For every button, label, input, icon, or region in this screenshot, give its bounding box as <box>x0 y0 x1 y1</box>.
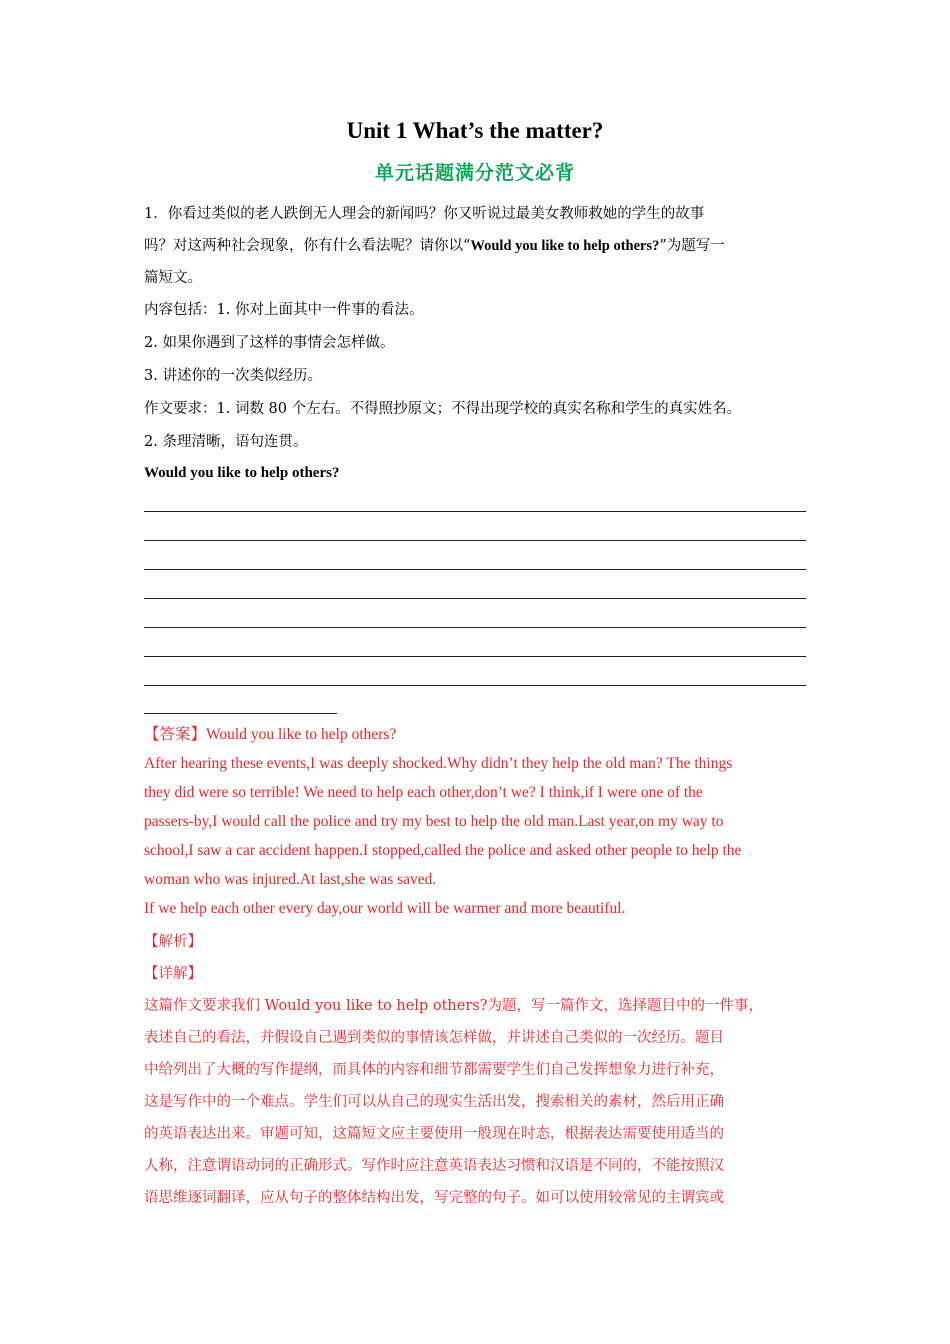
requirements-list <box>144 294 806 459</box>
answer-line: school,I saw a car accident happen.I stopped,called the police and asked other people to help the <box>144 842 742 859</box>
answer-tag: 【答案】 <box>144 725 207 743</box>
answer-line: After hearing these events,I was deeply shocked.Why didn’t they help the old man? The things <box>144 755 733 772</box>
answer-heading <box>144 720 806 749</box>
analysis-line: 这是写作中的一个难点。学生们可以从自己的现实生活出发，搜索相关的素材，然后用正确 <box>144 1094 724 1110</box>
question-line: 1．你看过类似的老人跌倒无人理会的新闻吗？你又听说过最美女教师救她的学生的故事 <box>144 206 705 222</box>
analysis-line: 中给列出了大概的写作提纲，而具体的内容和细节都需要学生们自己发挥想象力进行补充， <box>144 1062 724 1078</box>
analysis-line: 这篇作文要求我们 Would you like to help others?为题，写一篇作文，选择题目中的一件事， <box>144 998 763 1014</box>
writing-line <box>144 569 806 570</box>
writing-line <box>144 511 806 512</box>
requirement-item: 2. 条理清晰，语句连贯。 <box>144 434 308 450</box>
requirement-item: 内容包括：1. 你对上面其中一件事的看法。 <box>144 302 424 318</box>
answer-line: passers-by,I would call the police and try my best to help the old man.Last year,on my way to <box>144 813 724 830</box>
analysis-line: 的英语表达出来。审题可知，这篇短文应主要使用一般现在时态，根据表达需要使用适当的 <box>144 1126 724 1142</box>
analysis-section <box>144 926 806 1214</box>
writing-line <box>144 656 806 657</box>
detail-tag: 【详解】 <box>144 966 202 982</box>
essay-title: Would you like to help others? <box>144 465 340 481</box>
page-title: Unit 1 What’s the matter? <box>346 118 604 143</box>
question-line-part: ”为题写一 <box>659 238 725 254</box>
answer-section <box>144 720 806 923</box>
answer-line: they did were so terrible! We need to help each other,don’t we? I think,if I were one of the <box>144 784 703 801</box>
answer-line: If we help each other every day,our world will be warmer and more beautiful. <box>144 900 626 917</box>
writing-line <box>144 713 337 714</box>
question-line <box>144 230 806 262</box>
writing-line <box>144 685 806 686</box>
analysis-tag: 【解析】 <box>144 934 202 950</box>
question-line-part: 吗？对这两种社会现象，你有什么看法呢？请你以“ <box>144 238 471 254</box>
analysis-line: 表述自己的看法，并假设自己遇到类似的事情该怎样做，并讲述自己类似的一次经历。题目 <box>144 1030 724 1046</box>
writing-line <box>144 540 806 541</box>
requirement-item: 3. 讲述你的一次类似经历。 <box>144 368 322 384</box>
requirement-item: 2. 如果你遇到了这样的事情会怎样做。 <box>144 335 395 351</box>
writing-line <box>144 598 806 599</box>
question-paragraph <box>144 198 806 294</box>
writing-line <box>144 627 806 628</box>
question-line: 篇短文。 <box>144 270 202 286</box>
page-subtitle: 单元话题满分范文必背 <box>374 162 575 184</box>
answer-title: Would you like to help others? <box>206 726 397 743</box>
question-topic: Would you like to help others? <box>470 238 660 254</box>
analysis-line: 人称，注意谓语动词的正确形式。写作时应注意英语表达习惯和汉语是不同的，不能按照汉 <box>144 1158 724 1174</box>
requirement-item: 作文要求：1. 词数 80 个左右。不得照抄原文；不得出现学校的真实名称和学生的真实姓名。 <box>144 401 742 417</box>
analysis-line: 语思维逐词翻译，应从句子的整体结构出发，写完整的句子。如可以使用较常见的主谓宾或 <box>144 1190 724 1206</box>
answer-line: woman who was injured.At last,she was saved. <box>144 871 437 888</box>
